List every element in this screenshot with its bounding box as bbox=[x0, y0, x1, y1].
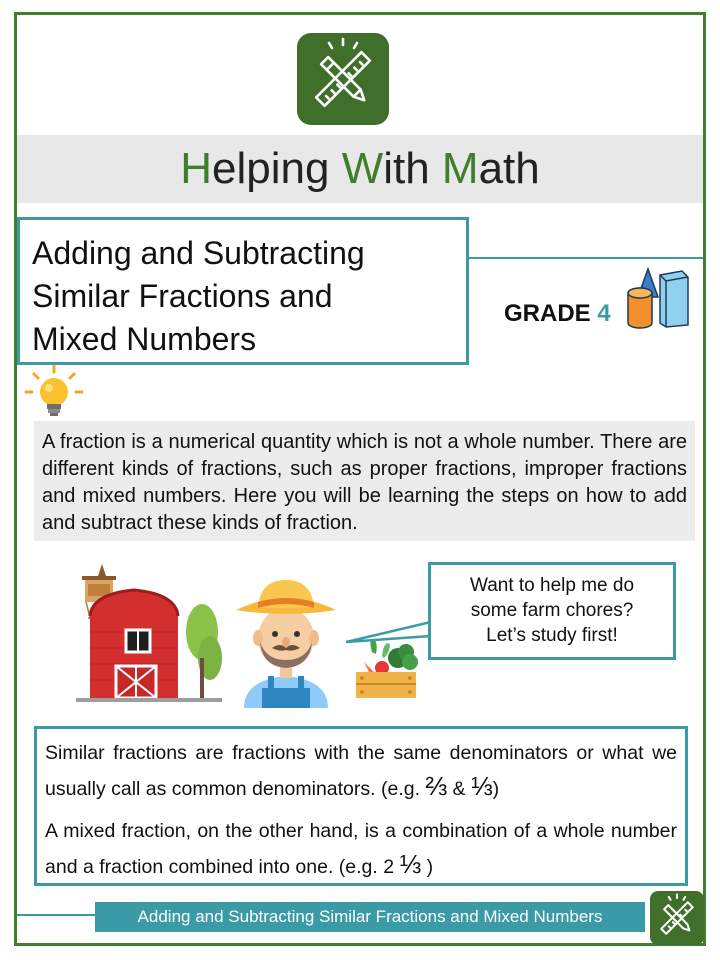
title-initial-h: H bbox=[180, 144, 213, 193]
speech-bubble-line: Want to help me do bbox=[469, 575, 635, 596]
header-rule bbox=[468, 257, 703, 259]
title-part-2: ith bbox=[383, 144, 442, 193]
pencil-ruler-icon bbox=[650, 891, 704, 945]
worksheet-title-line: Mixed Numbers bbox=[32, 321, 257, 357]
barn-icon bbox=[76, 564, 222, 702]
example-joiner: & bbox=[447, 778, 471, 800]
lightbulb-icon bbox=[22, 364, 86, 429]
speech-bubble-tail bbox=[346, 620, 432, 650]
worksheet-title-line: Adding and Subtracting bbox=[32, 235, 365, 271]
speech-bubble bbox=[428, 562, 676, 660]
definitions-box bbox=[34, 726, 688, 886]
title-initial-w: W bbox=[341, 144, 384, 193]
geometric-solids-icon bbox=[626, 265, 692, 336]
site-title bbox=[17, 135, 703, 203]
fraction-one-third: ⅓ bbox=[470, 771, 493, 801]
grade-label bbox=[504, 300, 611, 328]
mixed-example-close: ) bbox=[421, 856, 434, 878]
similar-fractions-definition bbox=[45, 737, 677, 806]
title-part-3: ath bbox=[478, 144, 540, 193]
title-initial-m: M bbox=[441, 144, 479, 193]
pencil-ruler-icon bbox=[297, 33, 389, 125]
footer-title: Adding and Subtracting Similar Fractions and Mixed Numbers bbox=[95, 902, 645, 932]
example-close: ) bbox=[492, 778, 500, 800]
mixed-fraction-example: ⅓ bbox=[399, 849, 422, 879]
speech-bubble-line: Let’s study first! bbox=[486, 625, 618, 646]
grade-number: 4 bbox=[597, 300, 611, 327]
speech-bubble-line: some farm chores? bbox=[470, 600, 634, 621]
grade-text: GRADE bbox=[504, 300, 591, 327]
title-part-1: elping bbox=[212, 144, 342, 193]
footer-rule bbox=[17, 914, 97, 916]
worksheet-title bbox=[17, 217, 469, 365]
intro-paragraph: A fraction is a numerical quantity which is not a whole number. There are different kinds of fractions, such as proper fractions, improper fractions and mixed numbers. Here you will be learning the steps on how to add and subtract these kinds of fraction. bbox=[34, 421, 695, 541]
farmer-icon bbox=[236, 580, 336, 708]
worksheet-title-line: Similar Fractions and bbox=[32, 278, 333, 314]
fraction-two-thirds: ⅔ bbox=[425, 771, 448, 801]
mixed-fraction-definition bbox=[45, 815, 677, 884]
mixed-fraction-text: A mixed fraction, on the other hand, is a combination of a whole number and a fraction combined into one. (e.g. 2 bbox=[45, 820, 677, 878]
similar-fractions-text: Similar fractions are fractions with the same denominators or what we usually call as common denominators. (e.g. bbox=[45, 742, 677, 800]
